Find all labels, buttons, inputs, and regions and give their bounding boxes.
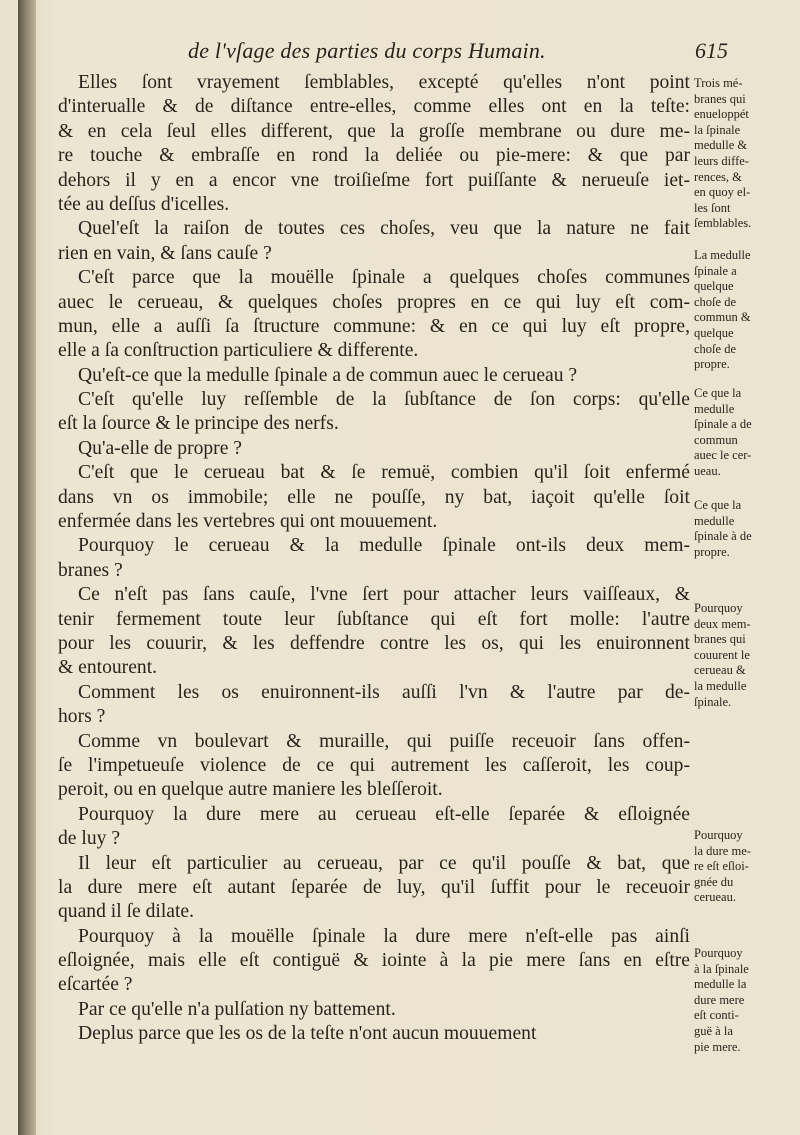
margin-note-line: medulle [694,513,735,528]
text-line: de luy ? [58,828,121,850]
text-line: Qu'a-elle de propre ? [78,437,243,459]
text-line: d'interualle & de diſtance entre-elles, comme elles ont en la teſte: [58,96,690,118]
margin-note-line: quelque [694,279,734,294]
text-line: rien en vain, & ſans cauſe ? [58,242,272,264]
margin-note-line: deux mem- [694,616,751,631]
margin-note-line: ſpinale a de [694,417,752,432]
running-title: de l'vſage des parties du corps Humain. [188,38,546,63]
page-header [168,38,728,68]
paragraph [58,437,690,461]
page-number: 615 [695,38,728,63]
paragraph [58,803,690,852]
text-line: eſcartée ? [58,974,133,996]
text-line: dans vn os immobile; elle ne pouſſe, ny bat, iaçoit qu'elle ſoit [58,486,690,508]
paragraph [58,388,690,437]
margin-note [694,248,794,373]
book-gutter [18,0,36,1135]
margin-note-line: eſt conti- [694,1008,739,1023]
margin-note [694,386,794,480]
margin-note-line: la medulle [694,678,747,693]
margin-note-line: guë à la [694,1023,733,1038]
margin-note-line: leurs diffe- [694,153,749,168]
margin-note-line: Pourquoy [694,946,743,960]
text-line: pour les couurir, & les deffendre contre les os, qui les enuironnent [58,632,690,654]
margin-note [694,498,794,560]
margin-note-line: ſemblables. [694,216,752,231]
margin-note-line: la ſpinale [694,122,741,137]
paragraph [58,266,690,364]
text-line: Comment les os enuironnent-ils auſſi l'vn & l'autre par de- [78,681,690,703]
text-line: C'eſt parce que la mouëlle ſpinale a quelques choſes communes [78,267,690,289]
margin-note-line: La medulle [694,248,751,262]
text-line: Pourquoy la dure mere au cerueau eſt-elle ſeparée & eſloignée [78,803,690,825]
margin-note-line: choſe de [694,294,736,309]
paragraph [58,534,690,583]
text-line: Qu'eſt-ce que la medulle ſpinale a de commun auec le cerueau ? [78,364,578,386]
book-page [18,0,800,1135]
margin-note-line: medulle & [694,138,748,153]
text-line: branes ? [58,559,123,581]
text-line: re touche & embraſſe en rond la deliée ou pie-mere: & que par [58,145,690,167]
margin-note-line: commun [694,432,738,447]
paragraph [58,364,690,388]
text-line: & en cela ſeul elles different, que la groſſe membrane ou dure me- [58,120,690,142]
paragraph [58,217,690,266]
text-line: eſt la ſource & le principe des nerfs. [58,413,339,435]
text-line: la dure mere eſt autant ſeparée de luy, qu'il ſuffit pour le receuoir [58,876,690,898]
text-line: Par ce qu'elle n'a pulſation ny battement. [78,998,396,1020]
margin-note-line: Trois mé- [694,76,743,90]
margin-note [694,76,794,232]
margin-note-line: propre. [694,544,730,559]
margin-note-line: quelque [694,325,734,340]
margin-note-line: ſpinale à de [694,529,752,544]
margin-note-line: re eſt eſloi- [694,859,749,874]
margin-note-line: branes qui [694,632,746,647]
margin-note-line: enueloppét [694,107,749,122]
text-line: mun, elle a auſſi ſa ſtructure commune: & en ce qui luy eſt propre, [58,315,690,337]
text-line: & entourent. [58,657,158,679]
text-line: dehors il y en a encor vne troiſieſme fort puiſſante & nerueuſe iet- [58,169,690,191]
paragraph [58,583,690,681]
text-line: Pourquoy à la mouëlle ſpinale la dure mere n'eſt-elle pas ainſi [78,925,690,947]
text-line: C'eſt qu'elle luy reſſemble de la ſubſtance de ſon corps: qu'elle [78,389,690,411]
margin-note-line: choſe de [694,341,736,356]
text-line: Comme vn boulevart & muraille, qui puiſſe receuoir ſans offen- [78,730,690,752]
text-line: tée au deſſus d'icelles. [58,193,230,215]
paragraph [58,461,690,534]
margin-note-line: ſpinale. [694,694,732,709]
text-line: peroit, ou en quelque autre maniere les bleſſeroit. [58,779,443,801]
margin-note-line: Ce que la [694,386,742,400]
margin-note-line: Pourquoy [694,828,743,842]
margin-note-line: dure mere [694,992,745,1007]
paragraph [58,1022,690,1046]
paragraph [58,681,690,730]
margin-note [694,946,794,1055]
margin-note-line: à la ſpinale [694,961,749,976]
margin-note-line: cerueau & [694,663,746,678]
margin-note-line: en quoy el- [694,185,751,200]
margin-note-line: couurent le [694,647,750,662]
margin-note-line: medulle [694,401,735,416]
margin-note-line: propre. [694,357,730,372]
text-line: Ce n'eſt pas ſans cauſe, l'vne ſert pour attacher leurs vaiſſeaux, & [78,584,690,606]
margin-note-line: medulle la [694,977,747,992]
margin-note-line: branes qui [694,91,746,106]
paragraph [58,71,690,217]
text-line: ſe l'impetueuſe violence de ce qui autrement les caſſeroit, les coup- [58,754,690,776]
margin-note-line: cerueau. [694,890,736,905]
margin-note-line: les ſont [694,200,731,215]
margin-note-line: commun & [694,310,751,325]
text-line: Elles ſont vrayement ſemblables, excepté qu'elles n'ont point [78,72,690,93]
margin-note [694,601,794,710]
paragraph [58,730,690,803]
margin-note-line: la dure me- [694,843,751,858]
text-line: hors ? [58,706,106,728]
text-line: auec le cerueau, & quelques choſes propres en ce qui luy eſt com- [58,291,690,313]
margin-note-line: gnée du [694,874,734,889]
margin-note-line: ueau. [694,463,721,478]
text-line: Il leur eſt particulier au cerueau, par ce qu'il pouſſe & bat, que [78,852,690,874]
margin-note-line: auec le cer- [694,448,752,463]
margin-note-line: Pourquoy [694,601,743,615]
text-line: eſloignée, mais elle eſt contiguë & iointe à la pie mere ſans en eſtre [58,950,690,972]
text-line: enfermée dans les vertebres qui ont mouuement. [58,511,438,533]
margin-note-line: ſpinale a [694,263,737,278]
margin-note [694,828,794,906]
text-line: Pourquoy le cerueau & la medulle ſpinale ont-ils deux mem- [78,535,690,557]
text-line: quand il ſe dilate. [58,901,195,923]
text-line: Quel'eſt la raiſon de toutes ces choſes, veu que la nature ne fait [78,218,690,240]
paragraph [58,925,690,998]
paragraph [58,998,690,1022]
main-text [58,71,690,1047]
text-line: Deplus parce que les os de la teſte n'ont aucun mouuement [78,1023,537,1045]
margin-note-line: Ce que la [694,498,742,512]
margin-note-line: pie mere. [694,1039,741,1054]
text-line: C'eſt que le cerueau bat & ſe remuë, combien qu'il ſoit enfermé [78,462,690,484]
text-line: elle a ſa conſtruction particuliere & differente. [58,340,419,362]
paragraph [58,852,690,925]
text-line: tenir fermement toute leur ſubſtance qui eſt fort molle: l'autre [58,608,690,630]
margin-note-line: rences, & [694,169,742,184]
